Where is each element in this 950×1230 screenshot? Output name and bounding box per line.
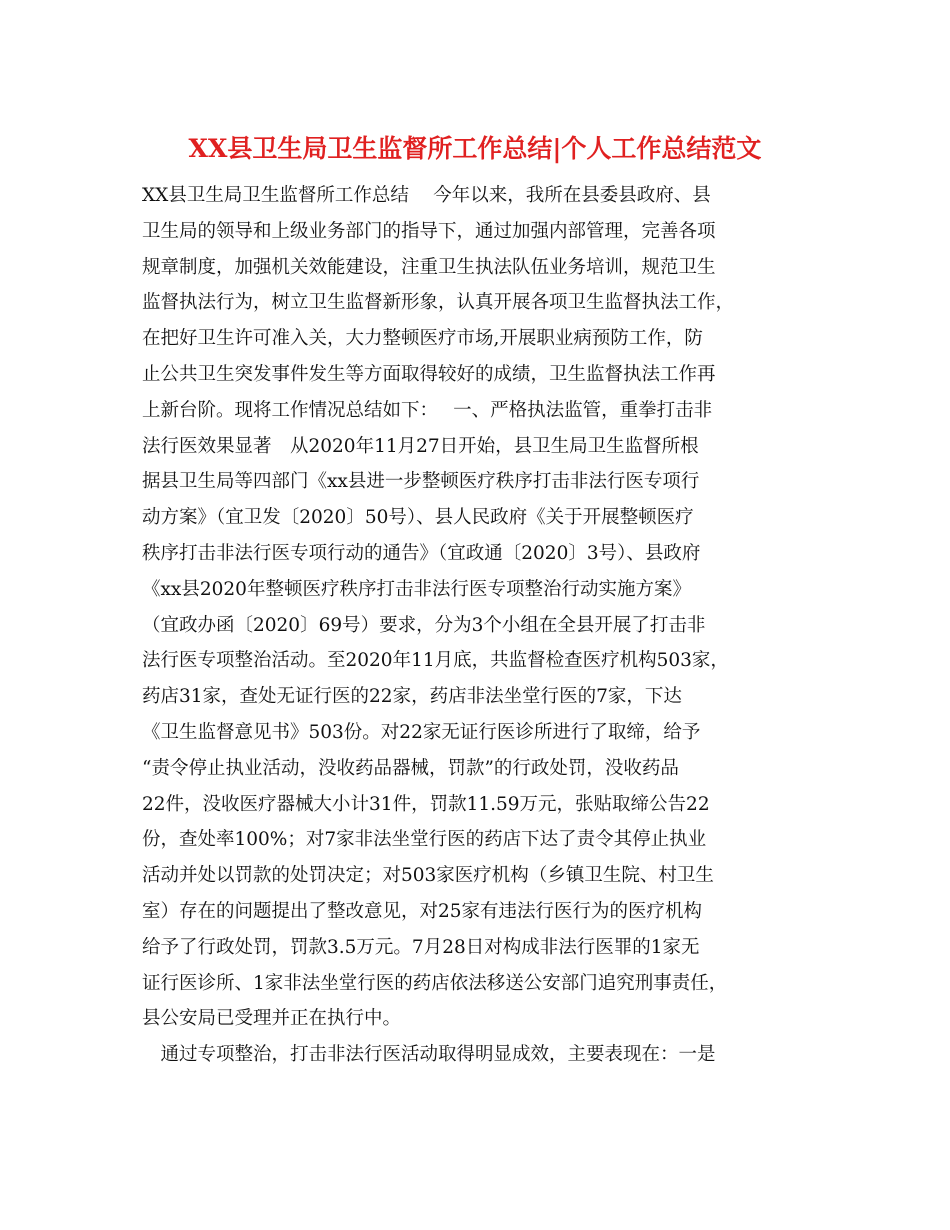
- body-line: 在把好卫生许可准入关，大力整顿医疗市场,开展职业病预防工作，防: [142, 328, 703, 350]
- body-line: 《xx县2020年整顿医疗秩序打击非法行医专项整治行动实施方案》: [142, 578, 691, 600]
- body-line: 规章制度，加强机关效能建设，注重卫生执法队伍业务培训，规范卫生: [142, 256, 716, 278]
- body-line: 《卫生监督意见书》503份。对22家无证行医诊所进行了取缔，给予: [142, 721, 701, 743]
- body-line: （宜政办函〔2020〕69号）要求，分为3个小组在全县开展了打击非: [142, 614, 706, 636]
- body-line: 止公共卫生突发事件发生等方面取得较好的成绩，卫生监督执法工作再: [142, 363, 716, 385]
- body-line: 给予了行政处罚，罚款3.5万元。7月28日对构成非法行医罪的1家无: [142, 936, 700, 958]
- body-line: 据县卫生局等四部门《xx县进一步整顿医疗秩序打击非法行医专项行: [142, 471, 700, 493]
- body-line: 县公安局已受理并正在执行中。: [142, 1008, 402, 1030]
- body-line: 活动并处以罚款的处罚决定；对503家医疗机构（乡镇卫生院、村卫生: [142, 865, 714, 887]
- body-line: 上新台阶。现将工作情况总结如下： 一、严格执法监管，重拳打击非: [142, 399, 713, 421]
- body-line: 证行医诊所、1家非法坐堂行医的药店依法移送公安部门追究刑事责任，: [142, 972, 728, 994]
- body-line: 法行医效果显著 从2020年11月27日开始，县卫生局卫生监督所根: [142, 435, 699, 457]
- body-line: 室）存在的问题提出了整改意见，对25家有违法行医行为的医疗机构: [142, 900, 703, 922]
- body-line: “责令停止执业活动，没收药品器械，罚款”的行政处罚，没收药品: [142, 757, 679, 779]
- body-line: 监督执法行为，树立卫生监督新形象，认真开展各项卫生监督执法工作，: [142, 292, 735, 314]
- body-line: XX县卫生局卫生监督所工作总结 今年以来，我所在县委县政府、县: [142, 185, 711, 206]
- body-line: 卫生局的领导和上级业务部门的指导下，通过加强内部管理，完善各项: [142, 220, 716, 242]
- body-line: 秩序打击非法行医专项行动的通告》（宜政通〔2020〕3号）、县政府: [142, 542, 701, 564]
- body-line: 份，查处率100%；对7家非法坐堂行医的药店下达了责令其停止执业: [142, 829, 707, 851]
- document-body: [142, 178, 822, 1073]
- document-title: XX县卫生局卫生监督所工作总结|个人工作总结范文: [188, 134, 762, 163]
- body-line: 药店31家，查处无证行医的22家，药店非法坐堂行医的7家，下达: [142, 686, 682, 708]
- body-line: 22件，没收医疗器械大小计31件，罚款11.59万元，张贴取缔公告22: [142, 793, 710, 815]
- body-line: 动方案》（宜卫发〔2020〕50号）、县人民政府《关于开展整顿医疗: [142, 507, 694, 529]
- body-line: 通过专项整治，打击非法行医活动取得明显成效，主要表现在：一是: [142, 1044, 716, 1066]
- body-line: 法行医专项整治活动。至2020年11月底，共监督检查医疗机构503家，: [142, 650, 729, 672]
